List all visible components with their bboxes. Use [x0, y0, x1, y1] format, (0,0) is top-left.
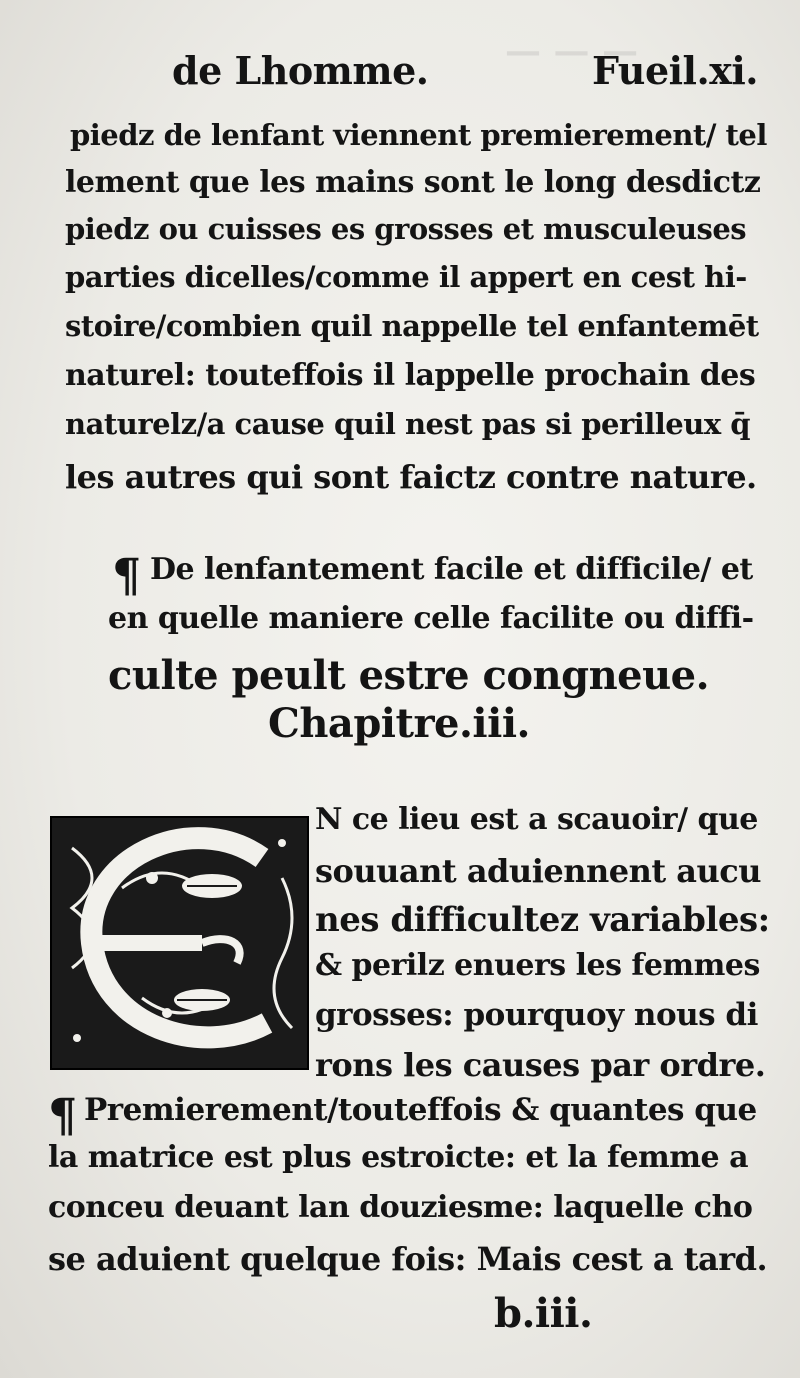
- running-head-left: de Lhomme.: [172, 48, 429, 93]
- signature-mark: b.iii.: [494, 1290, 593, 1337]
- text-line: les autres qui sont faictz contre nature.: [65, 458, 757, 496]
- decorated-initial: [50, 816, 309, 1070]
- text-line: lement que les mains sont le long desdictz: [65, 165, 761, 200]
- heading-line: De lenfantement facile et difficile/ et: [150, 552, 753, 587]
- text-line: se aduient quelque fois: Mais cest a tard.: [48, 1240, 768, 1278]
- text-line: souuant aduiennent aucu: [315, 852, 762, 890]
- pilcrow-mark: ¶: [48, 1088, 77, 1142]
- text-line: grosses: pourquoy nous di: [315, 997, 758, 1033]
- text-line: N ce lieu est a scauoir/ que: [315, 802, 758, 837]
- text-line: conceu deuant lan douziesme: laquelle cho: [48, 1190, 753, 1225]
- show-through-text: — — —: [505, 30, 639, 72]
- text-line: la matrice est plus estroicte: et la femme a: [48, 1140, 749, 1175]
- text-line: parties dicelles/comme il appert en cest hi-: [65, 260, 747, 294]
- heading-line: culte peult estre congneue.: [108, 652, 710, 699]
- text-line: Premierement/touteffois & quantes que: [84, 1092, 757, 1128]
- text-line: naturel: touteffois il lappelle prochain des: [65, 358, 756, 393]
- chapter-number: Chapitre.iii.: [268, 700, 530, 747]
- text-line: piedz ou cuisses es grosses et musculeuses: [65, 212, 747, 246]
- heading-line: en quelle maniere celle facilite ou diffi-: [108, 601, 754, 636]
- woodcut-initial-icon: [52, 818, 307, 1068]
- running-head-right: Fueil.xi.: [592, 48, 759, 93]
- text-line: piedz de lenfant viennent premierement/ tel: [70, 118, 767, 152]
- pilcrow-mark: ¶: [112, 548, 141, 602]
- text-line: & perilz enuers les femmes: [315, 948, 760, 983]
- text-line: rons les causes par ordre.: [315, 1046, 766, 1084]
- text-line: naturelz/a cause quil nest pas si perilleux q̄: [65, 407, 750, 441]
- text-line: nes difficultez variables:: [315, 900, 770, 940]
- text-line: stoire/combien quil nappelle tel enfantemēt: [65, 309, 759, 343]
